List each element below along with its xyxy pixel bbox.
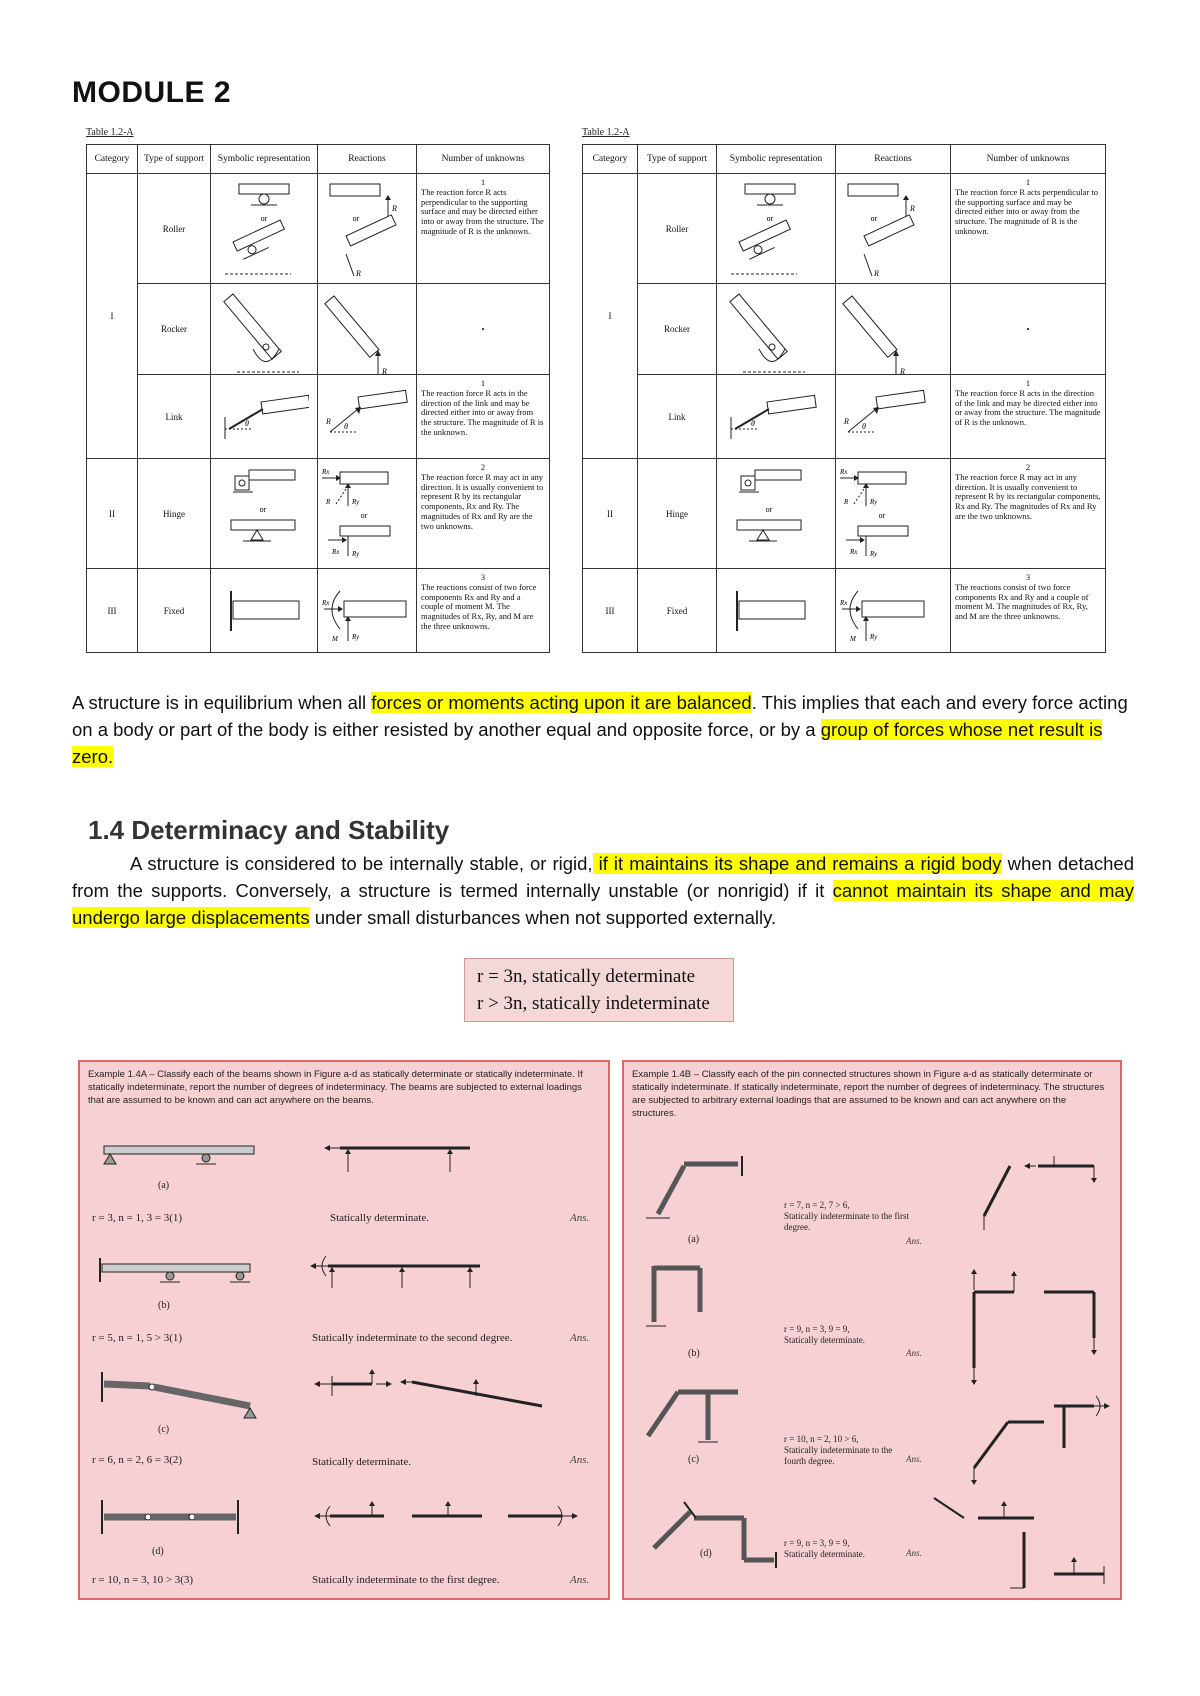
frame-b-figure (644, 1262, 714, 1332)
category-I: I (87, 174, 138, 459)
beam-c-result: Statically determinate. (312, 1456, 411, 1468)
beam-a-label: (a) (158, 1180, 170, 1191)
col-type: Type of support (638, 145, 717, 174)
rocker-unknowns: • (951, 284, 1106, 375)
beam-c-eq: r = 6, n = 2, 6 = 3(2) (92, 1454, 183, 1466)
rocker-symbol (717, 284, 836, 375)
beam-a-figure (94, 1142, 264, 1172)
beam-d-eq: r = 10, n = 3, 10 > 3(3) (92, 1574, 194, 1586)
beam-c-label: (c) (158, 1424, 170, 1435)
category-I: I (583, 174, 638, 459)
beam-a-fbd (320, 1138, 480, 1178)
frame-b-eq: r = 9, n = 3, 9 = 9, Statically determinate. (784, 1324, 865, 1345)
frame-c-ans: Ans. (906, 1454, 922, 1464)
link-symbol (211, 375, 318, 459)
hinge-reaction (836, 459, 951, 569)
category-II: II (583, 459, 638, 569)
type-link: Link (638, 375, 717, 459)
category-II: II (87, 459, 138, 569)
frame-d-label: (d) (700, 1548, 712, 1559)
highlight-net-zero: group of forces whose net result is zero. (72, 719, 1103, 767)
fixed-reaction (836, 569, 951, 653)
type-rocker: Rocker (638, 284, 717, 375)
frame-b-fbd (954, 1268, 1114, 1388)
type-fixed: Fixed (138, 569, 211, 653)
beam-d-result: Statically indeterminate to the first degree. (312, 1574, 500, 1586)
formula-determinate: r = 3n, statically determinate (477, 966, 696, 987)
beam-d-fbd (312, 1492, 582, 1542)
hinge-unknowns: 2 The reaction force R may act in any direction. It is usually convenient to represent R by its rectangular components, Rx and Ry. The magnitudes of Rx and Ry are the two unknowns. (951, 459, 1106, 569)
frame-a-eq: r = 7, n = 2, 7 > 6, Statically indeterminate to the first degree. (784, 1200, 909, 1232)
type-hinge: Hinge (138, 459, 211, 569)
fixed-unknowns: 3 The reactions consist of two force components Rx and Ry and a couple of moment M. The magnitudes of Rx, Ry, and M are the three unknowns. (951, 569, 1106, 653)
beam-d-figure (90, 1492, 250, 1542)
beam-b-fbd (310, 1252, 490, 1296)
frame-c-figure (638, 1378, 748, 1448)
roller-unknowns: 1 The reaction force R acts perpendicular to the supporting surface and may be directed either into or away from the structure. The magnitude of R is the unknown. (417, 174, 550, 284)
roller-symbol (211, 174, 318, 284)
stability-paragraph: A structure is considered to be internally stable, or rigid, if it maintains its shape and remains a rigid body when detached from the supports. Conversely, a structure is termed internally unstable (or nonrigid) if it cannot maintain its shape and may undergo large displacements under small disturbances when not supported externally. (72, 853, 1134, 928)
col-type: Type of support (138, 145, 211, 174)
table-label-right: Table 1.2-A (582, 127, 630, 138)
beam-d-ans: Ans. (570, 1574, 590, 1586)
col-category: Category (87, 145, 138, 174)
support-table-left (86, 144, 550, 653)
hinge-symbol (717, 459, 836, 569)
hinge-unknowns: 2 The reaction force R may act in any direction. It is usually convenient to represent R by its rectangular components, Rx and Ry. The magnitudes of Rx and Ry are the two unknowns. (417, 459, 550, 569)
highlight-cannot-maintain: cannot maintain its shape and may undergo large displacements (72, 880, 1134, 928)
example-1-4a (78, 1060, 610, 1600)
beam-b-eq: r = 5, n = 1, 5 > 3(1) (92, 1332, 183, 1344)
link-reaction (318, 375, 417, 459)
hinge-reaction (318, 459, 417, 569)
roller-reaction (318, 174, 417, 284)
link-unknowns: 1 The reaction force R acts in the direction of the link and may be directed either into or away from the structure. The magnitude of R is the unknown. (417, 375, 550, 459)
highlight-balanced: forces or moments acting upon it are balanced (371, 692, 752, 713)
frame-d-ans: Ans. (906, 1548, 922, 1558)
link-unknowns: 1 The reaction force R acts in the direction of the link and may be directed either into or away from the structure. The magnitude of R is the unknown. (951, 375, 1106, 459)
category-III: III (87, 569, 138, 653)
beam-b-figure (90, 1252, 260, 1292)
equilibrium-paragraph: A structure is in equilibrium when all forces or moments acting upon it are balanced. This implies that each and every force acting on a body or part of the body is either resisted by another equal and opposite force, or by a group of forces whose net result is zero. (72, 692, 1128, 767)
beam-c-fbd (312, 1362, 552, 1422)
section-title: 1.4 Determinacy and Stability (88, 815, 450, 845)
fixed-symbol (717, 569, 836, 653)
beam-c-figure (90, 1362, 270, 1422)
type-fixed: Fixed (638, 569, 717, 653)
col-reactions: Reactions (836, 145, 951, 174)
frame-c-eq: r = 10, n = 2, 10 > 6, Statically indeterminate to the fourth degree. (784, 1434, 893, 1466)
col-symbol: Symbolic representation (717, 145, 836, 174)
col-reactions: Reactions (318, 145, 417, 174)
type-link: Link (138, 375, 211, 459)
frame-a-ans: Ans. (906, 1236, 922, 1246)
frame-b-ans: Ans. (906, 1348, 922, 1358)
example-b-header: Example 1.4B – Classify each of the pin connected structures shown in Figure a-d as statically determinate or statically indeterminate. If statically indeterminate, report the number of degrees of indeterminacy. The structures are subjected to arbitrary external loadings that are assumed to be known and can act anywhere on the structures. (632, 1069, 1105, 1119)
col-unknowns: Number of unknowns (417, 145, 550, 174)
determinacy-formula (464, 958, 734, 1022)
highlight-rigid-body: if it maintains its shape and remains a rigid body (592, 853, 1002, 874)
type-roller: Roller (638, 174, 717, 284)
beam-b-label: (b) (158, 1300, 170, 1311)
frame-a-label: (a) (688, 1234, 700, 1245)
beam-a-eq: r = 3, n = 1, 3 = 3(1) (92, 1212, 183, 1224)
type-hinge: Hinge (638, 459, 717, 569)
roller-unknowns: 1 The reaction force R acts perpendicular to the supporting surface and may be directed either into or away from the structure. The magnitude of R is the unknown. (951, 174, 1106, 284)
rocker-reaction (836, 284, 951, 375)
frame-d-fbd (924, 1488, 1114, 1598)
beam-c-ans: Ans. (570, 1454, 590, 1466)
fixed-unknowns: 3 The reactions consist of two force components Rx and Ry and a couple of moment M. The magnitudes of Rx, Ry, and M are the three unknowns. (417, 569, 550, 653)
type-roller: Roller (138, 174, 211, 284)
rocker-unknowns: • (417, 284, 550, 375)
module-title: MODULE 2 (72, 76, 232, 109)
rocker-reaction (318, 284, 417, 375)
col-category: Category (583, 145, 638, 174)
category-III: III (583, 569, 638, 653)
hinge-symbol (211, 459, 318, 569)
frame-c-fbd (954, 1388, 1114, 1488)
frame-b-label: (b) (688, 1348, 700, 1359)
frame-d-figure (644, 1488, 784, 1568)
col-symbol: Symbolic representation (211, 145, 318, 174)
beam-a-result: Statically determinate. (330, 1212, 429, 1224)
link-symbol (717, 375, 836, 459)
fixed-symbol (211, 569, 318, 653)
beam-b-result: Statically indeterminate to the second degree. (312, 1332, 513, 1344)
roller-symbol (717, 174, 836, 284)
link-reaction (836, 375, 951, 459)
example-1-4b (622, 1060, 1122, 1600)
type-rocker: Rocker (138, 284, 211, 375)
fixed-reaction (318, 569, 417, 653)
frame-d-eq: r = 9, n = 3, 9 = 9, Statically determinate. (784, 1538, 865, 1559)
rocker-symbol (211, 284, 318, 375)
beam-d-label: (d) (152, 1546, 164, 1557)
col-unknowns: Number of unknowns (951, 145, 1106, 174)
frame-a-figure (634, 1154, 754, 1224)
frame-c-label: (c) (688, 1454, 700, 1465)
formula-indeterminate: r > 3n, statically indeterminate (477, 993, 710, 1014)
example-a-header: Example 1.4A – Classify each of the beams shown in Figure a-d as statically determinate or statically indeterminate. If statically indeterminate, report the number of degrees of indeterminacy. The beams are subjected to external loadings that are assumed to be known and can act anywhere on the beams. (88, 1069, 583, 1106)
roller-reaction (836, 174, 951, 284)
frame-a-fbd (954, 1154, 1114, 1234)
support-table-right (582, 144, 1106, 653)
beam-b-ans: Ans. (570, 1332, 590, 1344)
table-label-left: Table 1.2-A (86, 127, 134, 138)
beam-a-ans: Ans. (570, 1212, 590, 1224)
